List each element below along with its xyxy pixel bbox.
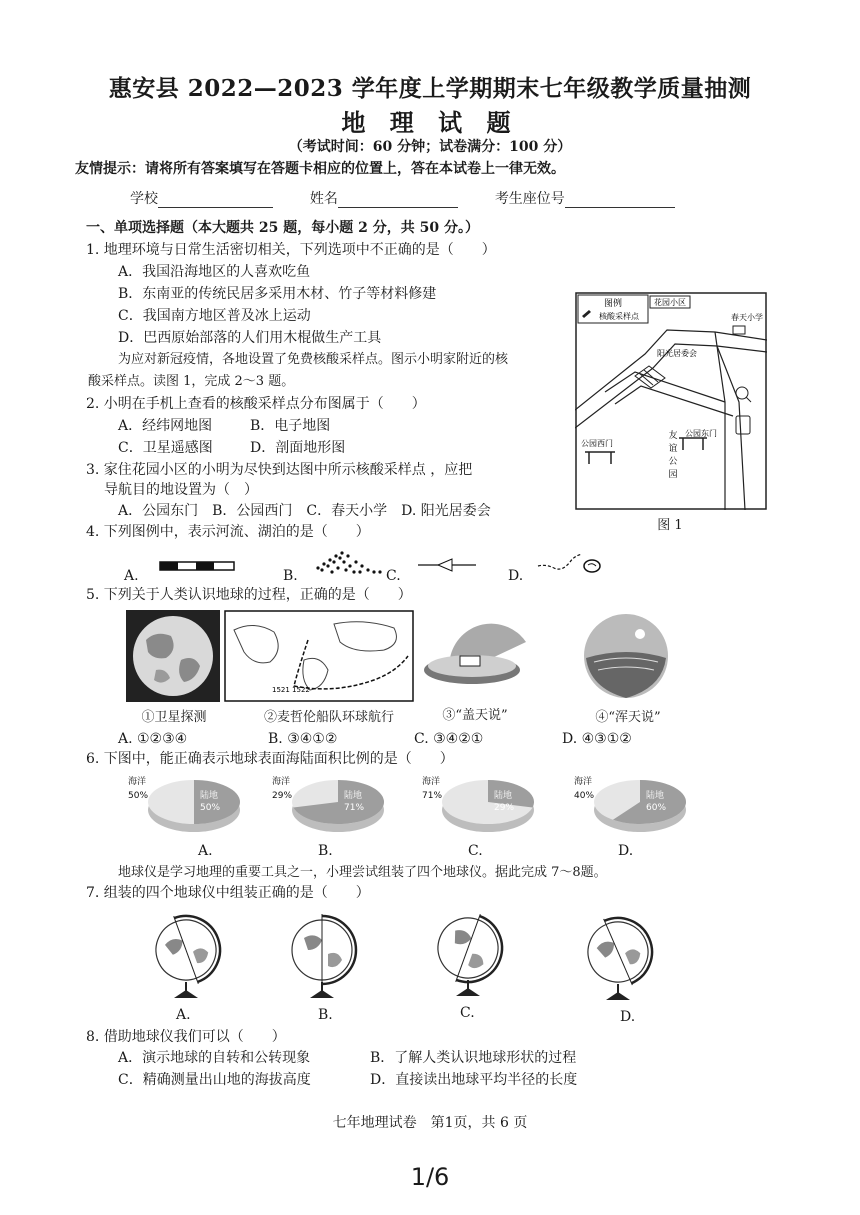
q2-option-b: B．电子地图: [250, 418, 331, 434]
map-garden-label: 花园小区: [654, 298, 686, 307]
river-lake-symbol-icon: [536, 546, 604, 576]
q5-caption-3: ③“盖天说”: [442, 708, 508, 723]
q2-option-a: A．经纬网地图: [118, 418, 213, 434]
name-label: 姓名: [309, 191, 338, 207]
page-indicator: 1/6: [410, 1163, 450, 1191]
land-label: 陆地: [200, 791, 219, 801]
land-pct: 50%: [200, 803, 221, 813]
q6-option-b: B.: [318, 843, 333, 859]
q6-pie-3: [572, 772, 692, 836]
q8-option-d: D．直接读出地球平均半径的长度: [370, 1072, 578, 1088]
name-blank[interactable]: [338, 193, 458, 208]
q5-option-a: A. ①②③④: [118, 731, 188, 747]
q5-stem: 5. 下列关于人类认识地球的过程，正确的是（ ）: [86, 587, 412, 603]
q1-option-a: A．我国沿海地区的人喜欢吃鱼: [118, 264, 311, 280]
satellite-earth-image: [126, 610, 220, 702]
q1-option-b: B．东南亚的传统民居多采用木材、竹子等材料修建: [118, 286, 437, 302]
q4-option-d: D.: [508, 568, 524, 584]
q6-pie-1: [270, 772, 390, 836]
figure-1-caption: 图 1: [657, 518, 683, 533]
q1-option-d: D．巴西原始部落的人们用木棍做生产工具: [118, 330, 382, 346]
q6-stem: 6. 下图中，能正确表示地球表面海陆面积比例的是（ ）: [86, 751, 454, 767]
intro-2-3-line1: 为应对新冠疫情，各地设置了免费核酸采样点。图示小明家附近的核: [118, 352, 509, 367]
q6-option-c: C.: [468, 843, 483, 859]
map-legend-item: 核酸采样点: [599, 312, 639, 321]
q6-option-a: A.: [198, 843, 213, 859]
q2-stem: 2. 小明在手机上查看的核酸采样点分布图属于（ ）: [86, 396, 426, 412]
q1-option-c: C．我国南方地区普及冰上运动: [118, 308, 311, 324]
ocean-label: 海洋: [422, 777, 441, 787]
land-pct: 29%: [494, 803, 515, 813]
railway-symbol-icon: [158, 558, 236, 574]
school-label: 学校: [130, 191, 158, 207]
q7-option-d: D.: [620, 1009, 636, 1025]
intro-2-3-line2: 酸采样点。读图 1，完成 2～3 题。: [88, 374, 295, 389]
dotted-area-symbol-icon: [310, 548, 388, 578]
hun-sphere-theory-image: [578, 610, 674, 702]
school-blank[interactable]: [158, 193, 273, 208]
q2-option-d: D．剖面地形图: [250, 440, 346, 456]
q7-option-c: C.: [460, 1005, 475, 1021]
globe-2: [428, 908, 514, 1000]
ocean-label: 海洋: [574, 777, 593, 787]
map-committee-label: 阳光居委会: [657, 349, 697, 358]
land-pct: 71%: [344, 803, 365, 813]
q6-option-d: D.: [618, 843, 634, 859]
q4-option-b: B.: [283, 568, 298, 584]
q5-option-b: B. ③④①②: [268, 731, 338, 747]
q3-options: A．公园东门 B．公园西门 C．春天小学 D. 阳光居委会: [118, 503, 491, 519]
q5-caption-2: ②麦哲伦船队环球航行: [263, 710, 394, 725]
map-park-name-2: 谊: [668, 444, 678, 454]
q6-pie-2: [420, 772, 540, 836]
map-park-name-1: 友: [668, 431, 678, 441]
tian-cover-theory-image: [420, 612, 530, 700]
land-label: 陆地: [344, 791, 363, 801]
boundary-symbol-icon: [416, 556, 478, 574]
map-park-name-3: 公: [668, 457, 678, 467]
q8-option-b: B．了解人类认识地球形状的过程: [370, 1050, 577, 1066]
ocean-pct: 40%: [574, 791, 595, 801]
figure-1-map: [575, 292, 767, 510]
page-footer: 七年地理试卷 第1页，共 6 页: [332, 1115, 528, 1131]
intro-7-8: 地球仪是学习地理的重要工具之一，小理尝试组装了四个地球仪。据此完成 7～8题。: [118, 865, 607, 880]
q2-option-c: C．卫星遥感图: [118, 440, 213, 456]
ocean-pct: 29%: [272, 791, 293, 801]
q6-pie-0: [126, 772, 246, 836]
q5-option-d: D. ④③①②: [562, 731, 632, 747]
map-park-name-4: 园: [668, 470, 678, 480]
q1-stem: 1. 地理环境与日常生活密切相关，下列选项中不正确的是（ ）: [86, 242, 496, 258]
q4-option-a: A.: [124, 568, 139, 584]
land-label: 陆地: [646, 791, 665, 801]
ocean-pct: 50%: [128, 791, 149, 801]
seat-blank[interactable]: [565, 193, 675, 208]
q5-caption-4: ④“浑天说”: [595, 710, 661, 725]
ocean-label: 海洋: [272, 777, 291, 787]
land-label: 陆地: [494, 791, 513, 801]
q7-option-a: A.: [176, 1007, 191, 1023]
route-years: 1521 1522: [272, 686, 310, 694]
q8-option-a: A．演示地球的自转和公转现象: [118, 1050, 311, 1066]
map-school-label: 春天小学: [731, 313, 763, 322]
seat-label: 考生座位号: [494, 191, 565, 207]
q3-stem-line1: 3. 家住花园小区的小明为尽快到达图中所示核酸采样点 ，应把: [86, 462, 473, 478]
student-info-fields: [130, 188, 675, 208]
q8-stem: 8. 借助地球仪我们可以（ ）: [86, 1029, 286, 1045]
map-legend-title: 图例: [603, 299, 623, 309]
globe-0: [146, 910, 232, 1002]
q3-stem-line2: 导航目的地设置为（ ）: [104, 482, 258, 498]
exam-info: （考试时间：60 分钟；试卷满分：100 分）: [288, 139, 572, 155]
friendly-tip: 友情提示：请将所有答案填写在答题卡相应的位置上，答在本试卷上一律无效。: [75, 161, 565, 177]
ocean-pct: 71%: [422, 791, 443, 801]
map-park-west-label: 公园西门: [581, 439, 613, 448]
magellan-route-map: [224, 610, 414, 702]
ocean-label: 海洋: [128, 777, 147, 787]
land-pct: 60%: [646, 803, 667, 813]
globe-1: [282, 910, 368, 1002]
globe-3: [578, 912, 664, 1004]
q4-stem: 4. 下列图例中，表示河流、湖泊的是（ ）: [86, 524, 370, 540]
q5-caption-1: ①卫星探测: [141, 710, 207, 725]
section-heading: 一、单项选择题（本大题共 25 题，每小题 2 分，共 50 分。）: [86, 220, 479, 236]
q8-option-c: C．精确测量出山地的海拔高度: [118, 1072, 311, 1088]
map-park-east-label: 公园东门: [685, 429, 717, 438]
q7-stem: 7. 组装的四个地球仪中组装正确的是（ ）: [86, 885, 370, 901]
subject-title: 地 理 试 题: [341, 108, 519, 137]
exam-title: 惠安县 2022—2023 学年度上学期期末七年级教学质量抽测: [108, 75, 752, 102]
q4-option-c: C.: [386, 568, 401, 584]
q5-option-c: C. ③④②①: [414, 731, 484, 747]
q7-option-b: B.: [318, 1007, 333, 1023]
